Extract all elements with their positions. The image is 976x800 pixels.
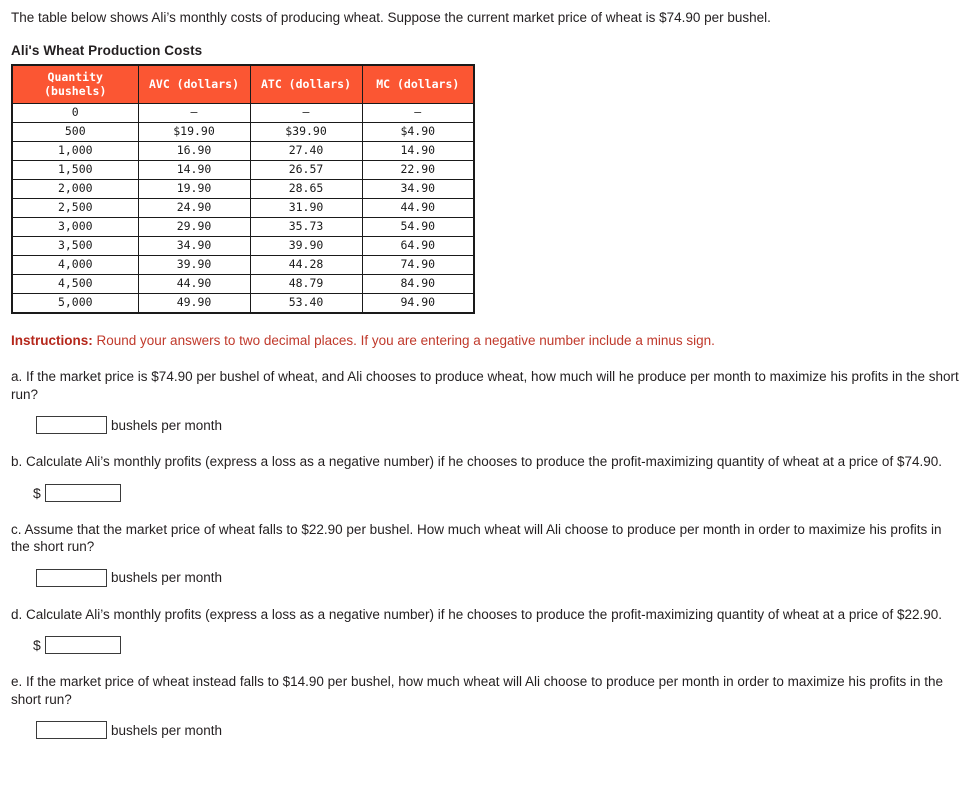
cell-mc: 54.90 xyxy=(362,218,474,237)
cell-quantity: 5,000 xyxy=(12,294,138,314)
cell-quantity: 4,500 xyxy=(12,275,138,294)
question-d-input[interactable] xyxy=(45,636,121,654)
cell-mc: 74.90 xyxy=(362,256,474,275)
wheat-production-costs-table xyxy=(11,64,475,314)
table-row xyxy=(12,199,474,218)
intro-paragraph: The table below shows Ali’s monthly costs of producing wheat. Suppose the current market price of wheat is $74.90 per bushel. xyxy=(11,10,771,25)
cell-atc: 39.90 xyxy=(250,237,362,256)
column-header-mc: MC (dollars) xyxy=(362,65,474,104)
cell-quantity: 2,000 xyxy=(12,180,138,199)
question-b-answer-row xyxy=(33,484,976,502)
cell-atc: 48.79 xyxy=(250,275,362,294)
cell-atc: 35.73 xyxy=(250,218,362,237)
question-b-prompt: b. Calculate Ali’s monthly profits (express a loss as a negative number) if he chooses to produce the profit-maximizing quantity of wheat at a price of $74.90. xyxy=(11,454,942,469)
table-row xyxy=(12,256,474,275)
cell-quantity: 500 xyxy=(12,123,138,142)
question-d-prompt: d. Calculate Ali’s monthly profits (express a loss as a negative number) if he chooses to produce the profit-maximizing quantity of wheat at a price of $22.90. xyxy=(11,606,942,622)
table-row xyxy=(12,123,474,142)
cell-avc: 49.90 xyxy=(138,294,250,314)
cell-avc: 29.90 xyxy=(138,218,250,237)
cell-quantity: 4,000 xyxy=(12,256,138,275)
cell-avc: 34.90 xyxy=(138,237,250,256)
instructions-line xyxy=(11,332,976,349)
question-b-input[interactable] xyxy=(45,484,121,502)
worksheet-page xyxy=(0,9,976,739)
cell-mc: $4.90 xyxy=(362,123,474,142)
cell-quantity: 0 xyxy=(12,104,138,123)
question-e-prompt: e. If the market price of wheat instead falls to $14.90 per bushel, how much wheat will Ali choose to produce per month in order to maximize his profits in the short run? xyxy=(11,674,943,707)
cell-avc: 14.90 xyxy=(138,161,250,180)
column-header-quantity-line1: Quantity xyxy=(47,70,103,84)
cell-avc: 16.90 xyxy=(138,142,250,161)
table-row xyxy=(12,180,474,199)
table-row xyxy=(12,142,474,161)
cell-atc: 44.28 xyxy=(250,256,362,275)
cell-atc: — xyxy=(250,104,362,123)
cell-mc: 94.90 xyxy=(362,294,474,314)
instructions-text: Round your answers to two decimal places. If you are entering a negative number include a minus sign. xyxy=(92,333,715,348)
cell-mc: 44.90 xyxy=(362,199,474,218)
cell-quantity: 2,500 xyxy=(12,199,138,218)
question-e-answer-row xyxy=(36,721,976,739)
cell-mc: 84.90 xyxy=(362,275,474,294)
question-c-prompt: c. Assume that the market price of wheat falls to $22.90 per bushel. How much wheat will Ali choose to produce per month in order to maximize his profits in the short run? xyxy=(11,521,942,554)
cell-atc: $39.90 xyxy=(250,123,362,142)
question-d-currency-symbol: $ xyxy=(33,637,41,653)
cell-avc: $19.90 xyxy=(138,123,250,142)
cell-atc: 28.65 xyxy=(250,180,362,199)
cell-atc: 27.40 xyxy=(250,142,362,161)
cell-avc: 24.90 xyxy=(138,199,250,218)
cell-atc: 31.90 xyxy=(250,199,362,218)
cell-avc: — xyxy=(138,104,250,123)
cell-mc: 34.90 xyxy=(362,180,474,199)
cell-avc: 19.90 xyxy=(138,180,250,199)
question-a-answer-row xyxy=(36,416,976,434)
question-e-unit-label: bushels per month xyxy=(111,722,223,738)
question-a-prompt: a. If the market price is $74.90 per bushel of wheat, and Ali chooses to produce wheat, how much will he produce per month to maximize his profits in the short run? xyxy=(11,369,959,402)
cell-avc: 44.90 xyxy=(138,275,250,294)
table-row xyxy=(12,237,474,256)
question-d-answer-row xyxy=(33,636,976,654)
cell-mc: 14.90 xyxy=(362,142,474,161)
column-header-avc: AVC (dollars) xyxy=(138,65,250,104)
question-c-answer-row xyxy=(36,569,976,587)
cell-quantity: 1,000 xyxy=(12,142,138,161)
cell-mc: — xyxy=(362,104,474,123)
table-row xyxy=(12,275,474,294)
cell-quantity: 3,500 xyxy=(12,237,138,256)
table-title: Ali's Wheat Production Costs xyxy=(11,43,203,58)
question-c-unit-label: bushels per month xyxy=(111,570,223,585)
instructions-label: Instructions: xyxy=(11,333,93,348)
question-e-input[interactable] xyxy=(36,721,107,739)
column-header-atc: ATC (dollars) xyxy=(250,65,362,104)
table-header xyxy=(12,65,474,104)
cell-avc: 39.90 xyxy=(138,256,250,275)
cost-table-container xyxy=(11,64,976,314)
column-header-quantity xyxy=(12,65,138,104)
question-c-input[interactable] xyxy=(36,569,107,587)
question-a-input[interactable] xyxy=(36,416,107,434)
table-header-row xyxy=(12,65,474,104)
cell-quantity: 1,500 xyxy=(12,161,138,180)
table-body xyxy=(12,104,474,314)
table-row xyxy=(12,104,474,123)
table-row xyxy=(12,218,474,237)
table-row xyxy=(12,294,474,314)
cell-mc: 22.90 xyxy=(362,161,474,180)
cell-atc: 53.40 xyxy=(250,294,362,314)
column-header-quantity-line2: (bushels) xyxy=(44,84,107,98)
question-a-unit-label: bushels per month xyxy=(111,417,223,433)
table-row xyxy=(12,161,474,180)
question-b-currency-symbol: $ xyxy=(33,484,41,501)
cell-quantity: 3,000 xyxy=(12,218,138,237)
cell-mc: 64.90 xyxy=(362,237,474,256)
cell-atc: 26.57 xyxy=(250,161,362,180)
